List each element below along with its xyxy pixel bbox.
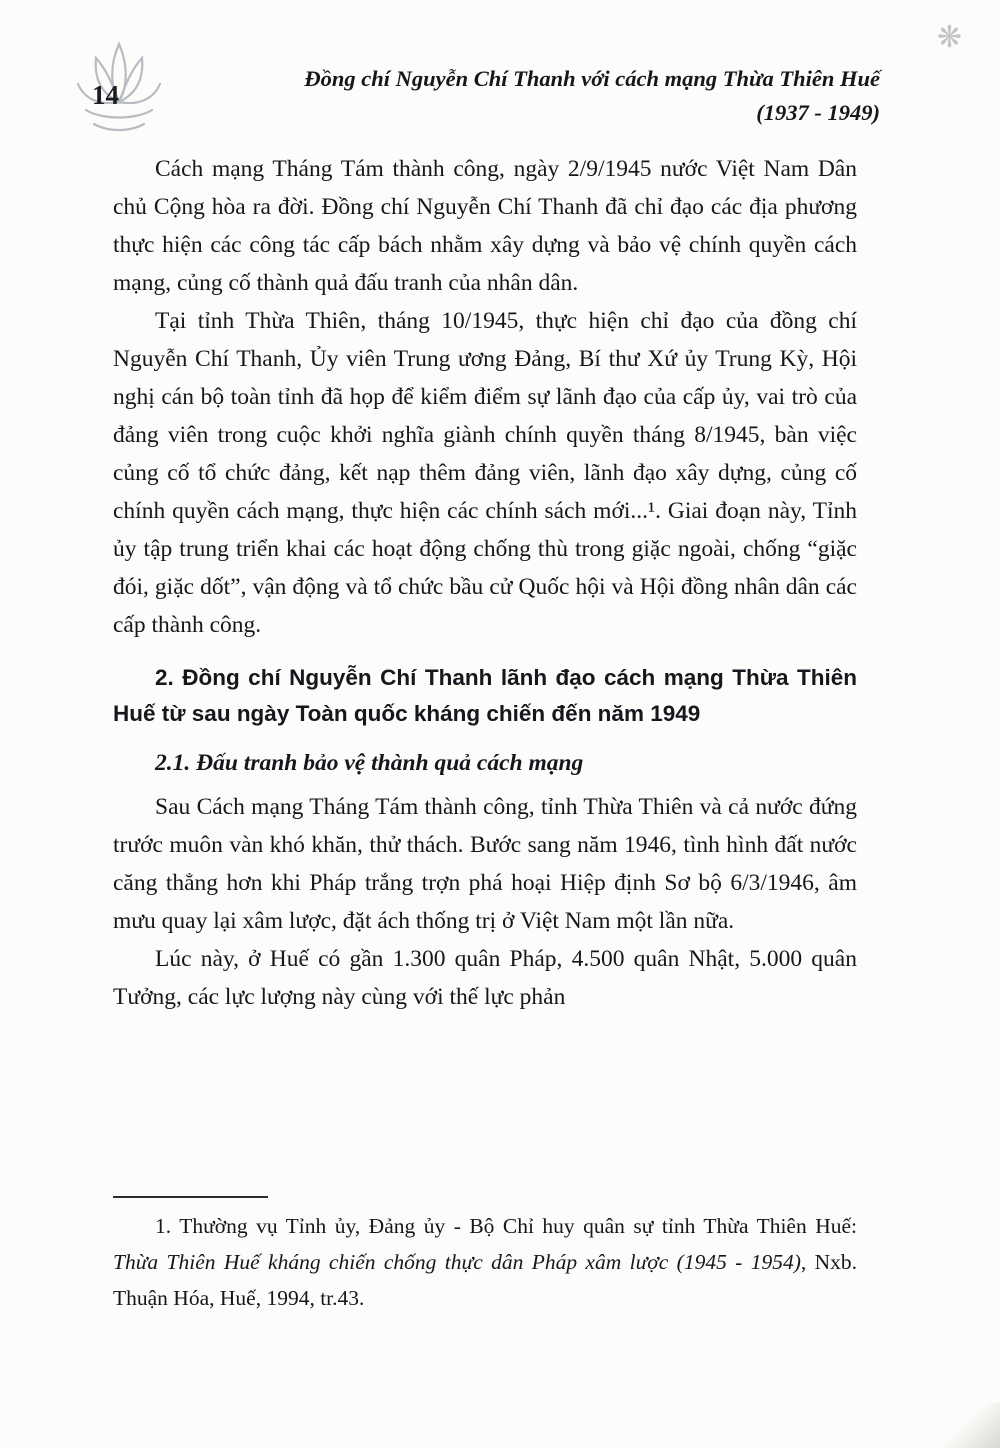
subsection-heading: 2.1. Đấu tranh bảo vệ thành quả cách mạng: [155, 750, 584, 776]
corner-flower-icon: ❋: [936, 20, 962, 55]
page-number: 14: [92, 80, 119, 110]
page-corner-shade: [910, 1403, 1000, 1448]
section-heading: 2. Đồng chí Nguyễn Chí Thanh lãnh đạo cách mạng Thừa Thiên Huế từ sau ngày Toàn quốc kháng chiến đến năm 1949: [113, 665, 857, 726]
footnote-separator: [113, 1196, 268, 1198]
running-head: [240, 62, 880, 130]
footnote-part-3: , Nxb. Thuận Hóa, Huế, 1994, tr.43.: [113, 1250, 858, 1310]
publisher-lotus-logo: [64, 36, 174, 141]
page-body: [113, 150, 857, 1016]
footnote-part-2: Thừa Thiên Huế kháng chiến chống thực dân Pháp xâm lược (1945 - 1954): [113, 1250, 801, 1274]
running-head-years: (1937 - 1949): [756, 100, 880, 125]
footnote-part-1: 1. Thường vụ Tỉnh ủy, Đảng ủy - Bộ Chỉ huy quân sự tỉnh Thừa Thiên Huế:: [155, 1214, 857, 1238]
paragraph-1: Cách mạng Tháng Tám thành công, ngày 2/9/1945 nước Việt Nam Dân chủ Cộng hòa ra đời. Đồng chí Nguyễn Chí Thanh đã chỉ đạo các địa phương thực hiện các công tác cấp bách nhằm xây dựng và bảo vệ chính quyền cách mạng, củng cố thành quả đấu tranh của nhân dân.: [113, 156, 857, 296]
lotus-icon: [64, 36, 174, 141]
footnote: [113, 1196, 857, 1316]
paragraph-3: Sau Cách mạng Tháng Tám thành công, tỉnh Thừa Thiên và cả nước đứng trước muôn vàn khó khăn, thử thách. Bước sang năm 1946, tình hình đất nước căng thẳng hơn khi Pháp trắng trợn phá hoại Hiệp định Sơ bộ 6/3/1946, âm mưu quay lại xâm lược, đặt ách thống trị ở Việt Nam một lần nữa.: [113, 794, 857, 934]
paragraph-4: Lúc này, ở Huế có gần 1.300 quân Pháp, 4.500 quân Nhật, 5.000 quân Tưởng, các lực lượng này cùng với thế lực phản: [113, 946, 857, 1010]
footnote-text: [113, 1208, 857, 1316]
running-head-title: Đồng chí Nguyễn Chí Thanh với cách mạng Thừa Thiên Huế: [304, 66, 880, 91]
paragraph-2: Tại tỉnh Thừa Thiên, tháng 10/1945, thực hiện chỉ đạo của đồng chí Nguyễn Chí Thanh, Ủy viên Trung ương Đảng, Bí thư Xứ ủy Trung Kỳ, Hội nghị cán bộ toàn tỉnh đã họp để kiểm điểm sự lãnh đạo của cấp ủy, vai trò của đảng viên trong cuộc khởi nghĩa giành chính quyền tháng 8/1945, bàn việc củng cố tổ chức đảng, kết nạp thêm đảng viên, lãnh đạo xây dựng, củng cố chính quyền cách mạng, thực hiện các chính sách mới...¹. Giai đoạn này, Tỉnh ủy tập trung triển khai các hoạt động chống thù trong giặc ngoài, chống “giặc đói, giặc dốt”, vận động và tổ chức bầu cử Quốc hội và Hội đồng nhân dân các cấp thành công.: [113, 308, 857, 638]
